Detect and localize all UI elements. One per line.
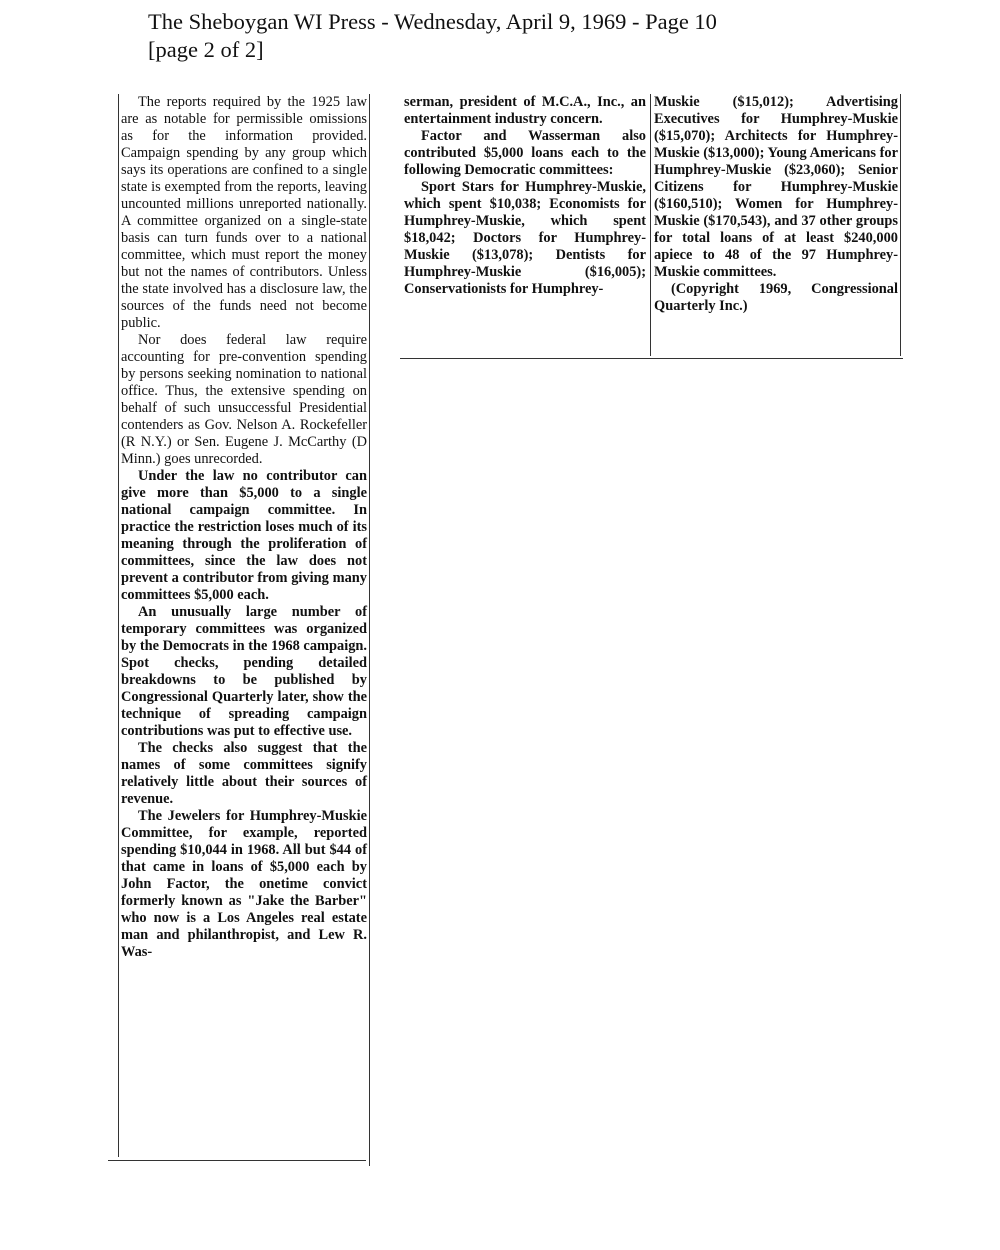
header-page-count: [page 2 of 2] — [148, 37, 264, 62]
column-rule-right — [900, 94, 901, 356]
paragraph: The Jewelers for Humphrey-Muskie Committee, for example, reported spending $10,044 in 1968. All but $44 of that came in loans of $5,000 each by John Factor, the onetime convict formerly known as "Jake the Barber" who now is a Los Angeles real estate man and philanthropist, and Lew R. Was- — [121, 808, 367, 960]
column-rule-left — [118, 94, 119, 1157]
paragraph: The checks also suggest that the names of some committees signify relatively little about their sources of revenue. — [121, 740, 367, 807]
paragraph: Muskie ($15,012); Advertising Executives for Humphrey-Muskie ($15,070); Architects for Humphrey-Muskie ($13,000); Young Americans for Humphrey-Muskie ($23,060); Senior Citizens for Humphrey-Muskie ($160,510); Women for Humphrey-Muskie ($170,543), and 37 other groups for total loans of at least $240,000 apiece to 48 of the 97 Humphrey-Muskie committees. — [654, 94, 898, 280]
paragraph: serman, president of M.C.A., Inc., an entertainment industry concern. — [404, 94, 646, 127]
paragraph: Under the law no contributor can give more than $5,000 to a single national campaign committee. In practice the restriction loses much of its meaning through the proliferation of committees, since the law does not prevent a contributor from giving many committees $5,000 each. — [121, 468, 367, 603]
paragraph: Nor does federal law require accounting for pre-convention spending by persons seeking nomination to national office. Thus, the extensive spending on behalf of such unsuccessful Presidential contenders as Gov. Nelson A. Rockefeller (R N.Y.) or Sen. Eugene J. McCarthy (D Minn.) goes unrecorded. — [121, 332, 367, 467]
article-column-1 — [121, 94, 367, 961]
article-column-2 — [404, 94, 646, 298]
paragraph: Sport Stars for Humphrey-Muskie, which spent $10,038; Economists for Humphrey-Muskie, which spent $18,042; Doctors for Humphrey-Muskie ($13,078); Dentists for Humphrey-Muskie ($16,005); Conservationists for Humphrey- — [404, 179, 646, 297]
column-rule-2-3 — [650, 94, 651, 356]
paragraph: An unusually large number of temporary committees was organized by the Democrats in the 1968 campaign. Spot checks, pending detailed breakdowns to be published by Congressional Quarterly later, show the technique of spreading campaign contributions was put to effective use. — [121, 604, 367, 739]
columns-2-3-end-rule — [400, 358, 903, 359]
page-header — [148, 8, 948, 64]
paragraph: The reports required by the 1925 law are as notable for permissible omissions as for the information provided. Campaign spending by any group which says its operations are confined to a single state is exempted from the reports, leaving uncounted millions unreported nationally. A committee organized on a single-state basis can turn funds over to a national committee, which must report the money but not the names of contributors. Unless the state involved has a disclosure law, the sources of the funds need not become public. — [121, 94, 367, 331]
header-title: The Sheboygan WI Press - Wednesday, April 9, 1969 - Page 10 — [148, 9, 717, 34]
copyright-line: (Copyright 1969, Congressional Quarterly Inc.) — [654, 281, 898, 314]
column-1-end-rule — [108, 1160, 366, 1161]
paragraph: Factor and Wasserman also contributed $5,000 loans each to the following Democratic committees: — [404, 128, 646, 178]
column-rule-1-2 — [369, 94, 370, 1166]
article-column-3 — [654, 94, 898, 315]
